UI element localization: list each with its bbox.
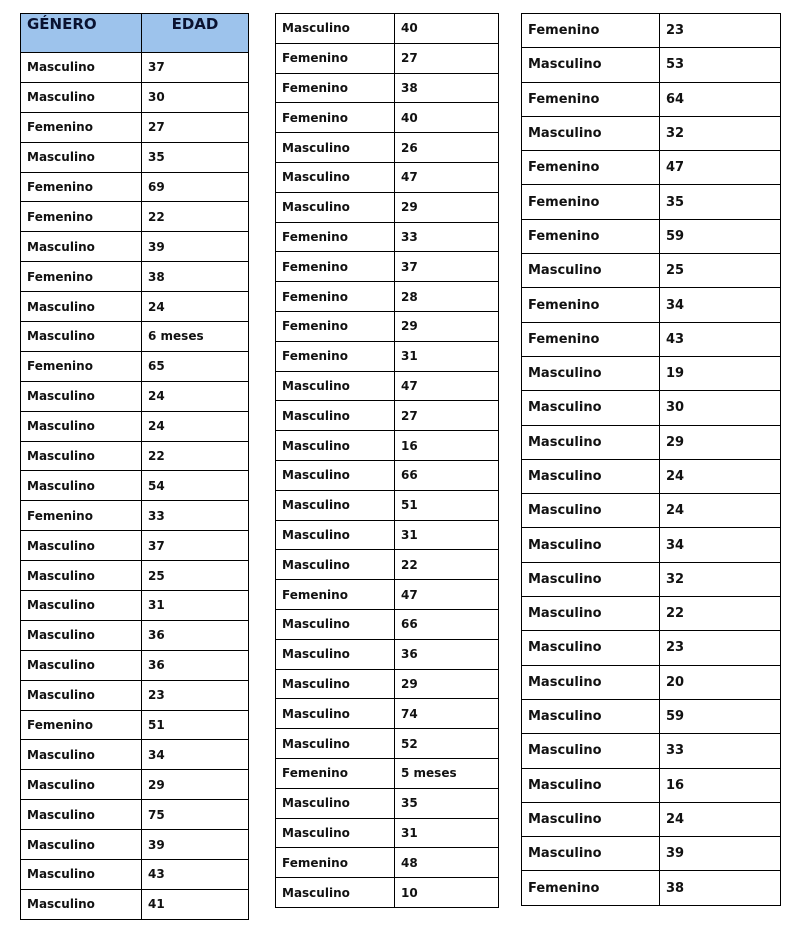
table-row	[21, 561, 249, 591]
genero-cell: Masculino	[522, 116, 660, 150]
table-row	[276, 431, 499, 461]
header-edad: EDAD	[142, 14, 249, 53]
table-row	[21, 82, 249, 112]
edad-cell: 41	[142, 889, 249, 919]
genero-cell: Femenino	[276, 758, 395, 788]
genero-cell: Femenino	[276, 580, 395, 610]
genero-cell: Masculino	[522, 528, 660, 562]
table-row	[276, 878, 499, 908]
table-row	[276, 341, 499, 371]
genero-cell: Femenino	[522, 288, 660, 322]
genero-cell: Femenino	[21, 501, 142, 531]
genero-cell: Masculino	[276, 192, 395, 222]
table-row	[522, 185, 781, 219]
edad-cell: 43	[142, 860, 249, 890]
edad-cell: 47	[660, 151, 781, 185]
genero-cell: Masculino	[522, 459, 660, 493]
edad-cell: 30	[660, 391, 781, 425]
genero-cell: Femenino	[276, 341, 395, 371]
edad-cell: 64	[660, 82, 781, 116]
edad-cell: 30	[142, 82, 249, 112]
genero-cell: Masculino	[276, 133, 395, 163]
table-row	[21, 471, 249, 501]
genero-cell: Femenino	[21, 112, 142, 142]
table-row	[522, 837, 781, 871]
table-row	[21, 381, 249, 411]
edad-cell: 29	[660, 425, 781, 459]
genero-cell: Masculino	[21, 142, 142, 172]
edad-cell: 47	[395, 371, 499, 401]
table-row	[276, 848, 499, 878]
edad-cell: 74	[395, 699, 499, 729]
table-row	[276, 192, 499, 222]
edad-cell: 69	[142, 172, 249, 202]
edad-cell: 38	[660, 871, 781, 905]
table-row	[522, 14, 781, 48]
edad-cell: 53	[660, 48, 781, 82]
table-row	[276, 729, 499, 759]
table-row	[276, 550, 499, 580]
genero-cell: Masculino	[21, 531, 142, 561]
genero-cell: Masculino	[522, 356, 660, 390]
edad-cell: 65	[142, 351, 249, 381]
edad-cell: 35	[395, 788, 499, 818]
genero-cell: Masculino	[522, 837, 660, 871]
table-row	[21, 800, 249, 830]
table-row	[21, 322, 249, 352]
edad-cell: 24	[660, 494, 781, 528]
table-row	[276, 222, 499, 252]
edad-cell: 10	[395, 878, 499, 908]
genero-cell: Masculino	[276, 371, 395, 401]
genero-cell: Masculino	[21, 889, 142, 919]
genero-cell: Femenino	[522, 322, 660, 356]
edad-cell: 29	[395, 311, 499, 341]
genero-cell: Masculino	[522, 699, 660, 733]
edad-cell: 35	[142, 142, 249, 172]
genero-cell: Femenino	[276, 252, 395, 282]
header-row	[21, 14, 249, 53]
edad-cell: 38	[395, 73, 499, 103]
edad-cell: 27	[395, 401, 499, 431]
genero-cell: Masculino	[522, 254, 660, 288]
edad-cell: 40	[395, 14, 499, 44]
edad-cell: 29	[395, 669, 499, 699]
edad-cell: 22	[142, 202, 249, 232]
table-row	[522, 459, 781, 493]
genero-cell: Masculino	[21, 860, 142, 890]
table-row	[21, 650, 249, 680]
genero-cell: Masculino	[276, 490, 395, 520]
table-row	[276, 788, 499, 818]
edad-cell: 37	[395, 252, 499, 282]
edad-cell: 24	[660, 459, 781, 493]
genero-cell: Femenino	[21, 172, 142, 202]
table-row	[21, 172, 249, 202]
edad-cell: 34	[660, 528, 781, 562]
edad-cell: 51	[142, 710, 249, 740]
genero-cell: Masculino	[276, 878, 395, 908]
table-row	[522, 219, 781, 253]
data-table-1	[20, 13, 249, 920]
genero-cell: Femenino	[21, 202, 142, 232]
genero-cell: Masculino	[522, 562, 660, 596]
edad-cell: 24	[142, 292, 249, 322]
table-row	[522, 356, 781, 390]
genero-cell: Femenino	[276, 222, 395, 252]
edad-cell: 27	[395, 43, 499, 73]
edad-cell: 24	[142, 411, 249, 441]
genero-cell: Femenino	[522, 871, 660, 905]
table-row	[21, 531, 249, 561]
edad-cell: 22	[660, 597, 781, 631]
edad-cell: 27	[142, 112, 249, 142]
table-row	[21, 232, 249, 262]
data-table-2	[275, 13, 499, 908]
genero-cell: Femenino	[276, 73, 395, 103]
genero-cell: Masculino	[276, 729, 395, 759]
table-row	[522, 288, 781, 322]
genero-cell: Masculino	[21, 411, 142, 441]
table-row	[276, 699, 499, 729]
table-row	[276, 520, 499, 550]
genero-cell: Femenino	[522, 185, 660, 219]
table-row	[522, 734, 781, 768]
edad-cell: 40	[395, 103, 499, 133]
edad-cell: 51	[395, 490, 499, 520]
edad-cell: 29	[395, 192, 499, 222]
edad-cell: 20	[660, 665, 781, 699]
genero-cell: Masculino	[522, 631, 660, 665]
edad-cell: 16	[395, 431, 499, 461]
table-row	[21, 860, 249, 890]
edad-cell: 54	[142, 471, 249, 501]
table-row	[276, 311, 499, 341]
edad-cell: 38	[142, 262, 249, 292]
edad-cell: 43	[660, 322, 781, 356]
genero-cell: Femenino	[522, 14, 660, 48]
edad-cell: 37	[142, 53, 249, 83]
genero-cell: Masculino	[21, 770, 142, 800]
table-row	[21, 292, 249, 322]
genero-cell: Masculino	[522, 734, 660, 768]
edad-cell: 59	[660, 699, 781, 733]
genero-cell: Femenino	[276, 848, 395, 878]
table-row	[276, 401, 499, 431]
edad-cell: 22	[142, 441, 249, 471]
genero-cell: Masculino	[276, 401, 395, 431]
edad-cell: 32	[660, 116, 781, 150]
edad-cell: 33	[142, 501, 249, 531]
genero-cell: Masculino	[522, 391, 660, 425]
edad-cell: 34	[142, 740, 249, 770]
edad-cell: 35	[660, 185, 781, 219]
edad-cell: 25	[142, 561, 249, 591]
table-row	[276, 282, 499, 312]
genero-cell: Masculino	[522, 425, 660, 459]
edad-cell: 52	[395, 729, 499, 759]
table-row	[21, 202, 249, 232]
edad-cell: 28	[395, 282, 499, 312]
edad-cell: 47	[395, 580, 499, 610]
genero-cell: Masculino	[522, 48, 660, 82]
edad-cell: 31	[395, 818, 499, 848]
table-row	[276, 43, 499, 73]
table-row	[21, 262, 249, 292]
genero-cell: Femenino	[276, 311, 395, 341]
table-row	[522, 48, 781, 82]
table-row	[522, 871, 781, 905]
edad-cell: 23	[660, 14, 781, 48]
table-row	[21, 441, 249, 471]
table-row	[522, 562, 781, 596]
table-row	[276, 639, 499, 669]
table-row	[21, 591, 249, 621]
table-row	[522, 425, 781, 459]
table-row	[21, 830, 249, 860]
edad-cell: 19	[660, 356, 781, 390]
genero-cell: Femenino	[522, 219, 660, 253]
edad-cell: 33	[660, 734, 781, 768]
table-row	[21, 770, 249, 800]
genero-cell: Masculino	[21, 471, 142, 501]
genero-cell: Masculino	[21, 53, 142, 83]
genero-cell: Masculino	[21, 561, 142, 591]
table-row	[522, 116, 781, 150]
table-row	[276, 669, 499, 699]
edad-cell: 23	[142, 680, 249, 710]
table-row	[522, 631, 781, 665]
edad-cell: 47	[395, 162, 499, 192]
table-row	[21, 351, 249, 381]
genero-cell: Femenino	[522, 82, 660, 116]
genero-cell: Femenino	[21, 351, 142, 381]
edad-cell: 22	[395, 550, 499, 580]
edad-cell: 31	[142, 591, 249, 621]
edad-cell: 33	[395, 222, 499, 252]
edad-cell: 36	[142, 650, 249, 680]
genero-cell: Masculino	[21, 620, 142, 650]
data-table-3	[521, 13, 781, 906]
table-row	[522, 322, 781, 356]
edad-cell: 39	[660, 837, 781, 871]
genero-cell: Femenino	[21, 262, 142, 292]
genero-cell: Masculino	[21, 322, 142, 352]
genero-cell: Masculino	[21, 292, 142, 322]
table-row	[522, 699, 781, 733]
edad-cell: 39	[142, 830, 249, 860]
table-row	[522, 151, 781, 185]
table-row	[276, 818, 499, 848]
table-row	[522, 494, 781, 528]
table-row	[276, 490, 499, 520]
edad-cell: 75	[142, 800, 249, 830]
genero-cell: Masculino	[522, 768, 660, 802]
genero-cell: Masculino	[522, 665, 660, 699]
genero-cell: Masculino	[21, 381, 142, 411]
edad-cell: 31	[395, 341, 499, 371]
genero-cell: Masculino	[276, 669, 395, 699]
table-row	[522, 802, 781, 836]
table-row	[21, 53, 249, 83]
genero-cell: Masculino	[522, 597, 660, 631]
table-row	[21, 112, 249, 142]
table-row	[522, 82, 781, 116]
edad-cell: 66	[395, 609, 499, 639]
table-row	[276, 580, 499, 610]
table-row	[276, 460, 499, 490]
genero-cell: Masculino	[21, 800, 142, 830]
edad-cell: 37	[142, 531, 249, 561]
edad-cell: 66	[395, 460, 499, 490]
table-row	[522, 665, 781, 699]
edad-cell: 24	[660, 802, 781, 836]
table-row	[21, 501, 249, 531]
table-row	[21, 740, 249, 770]
table-row	[21, 680, 249, 710]
genero-cell: Masculino	[21, 740, 142, 770]
genero-cell: Masculino	[276, 609, 395, 639]
table-row	[21, 411, 249, 441]
table-row	[276, 103, 499, 133]
table-row	[21, 889, 249, 919]
header-genero: GÉNERO	[21, 14, 142, 53]
genero-cell: Masculino	[21, 591, 142, 621]
genero-cell: Masculino	[276, 788, 395, 818]
edad-cell: 5 meses	[395, 758, 499, 788]
genero-cell: Masculino	[276, 460, 395, 490]
genero-cell: Masculino	[276, 639, 395, 669]
table-row	[276, 133, 499, 163]
edad-cell: 29	[142, 770, 249, 800]
table-row	[21, 710, 249, 740]
genero-cell: Masculino	[276, 699, 395, 729]
table-row	[276, 73, 499, 103]
genero-cell: Masculino	[21, 232, 142, 262]
edad-cell: 31	[395, 520, 499, 550]
genero-cell: Masculino	[276, 431, 395, 461]
table-row	[522, 391, 781, 425]
genero-cell: Masculino	[276, 14, 395, 44]
table-row	[21, 620, 249, 650]
genero-cell: Masculino	[522, 802, 660, 836]
table-row	[276, 14, 499, 44]
edad-cell: 26	[395, 133, 499, 163]
genero-cell: Masculino	[21, 650, 142, 680]
edad-cell: 34	[660, 288, 781, 322]
genero-cell: Masculino	[21, 82, 142, 112]
genero-cell: Masculino	[276, 162, 395, 192]
table-row	[522, 528, 781, 562]
genero-cell: Masculino	[21, 680, 142, 710]
table-row	[276, 758, 499, 788]
edad-cell: 36	[142, 620, 249, 650]
table-row	[522, 254, 781, 288]
edad-cell: 59	[660, 219, 781, 253]
table-row	[276, 162, 499, 192]
table-row	[276, 252, 499, 282]
genero-cell: Masculino	[522, 494, 660, 528]
table-row	[276, 371, 499, 401]
genero-cell: Masculino	[21, 830, 142, 860]
table-row	[21, 142, 249, 172]
genero-cell: Femenino	[276, 103, 395, 133]
genero-cell: Masculino	[276, 520, 395, 550]
genero-cell: Masculino	[21, 441, 142, 471]
edad-cell: 39	[142, 232, 249, 262]
edad-cell: 6 meses	[142, 322, 249, 352]
genero-cell: Femenino	[276, 282, 395, 312]
edad-cell: 32	[660, 562, 781, 596]
edad-cell: 48	[395, 848, 499, 878]
edad-cell: 36	[395, 639, 499, 669]
edad-cell: 16	[660, 768, 781, 802]
table-row	[522, 597, 781, 631]
genero-cell: Femenino	[276, 43, 395, 73]
genero-cell: Masculino	[276, 550, 395, 580]
genero-cell: Femenino	[21, 710, 142, 740]
edad-cell: 24	[142, 381, 249, 411]
genero-cell: Masculino	[276, 818, 395, 848]
table-row	[276, 609, 499, 639]
table-row	[522, 768, 781, 802]
edad-cell: 23	[660, 631, 781, 665]
edad-cell: 25	[660, 254, 781, 288]
genero-cell: Femenino	[522, 151, 660, 185]
